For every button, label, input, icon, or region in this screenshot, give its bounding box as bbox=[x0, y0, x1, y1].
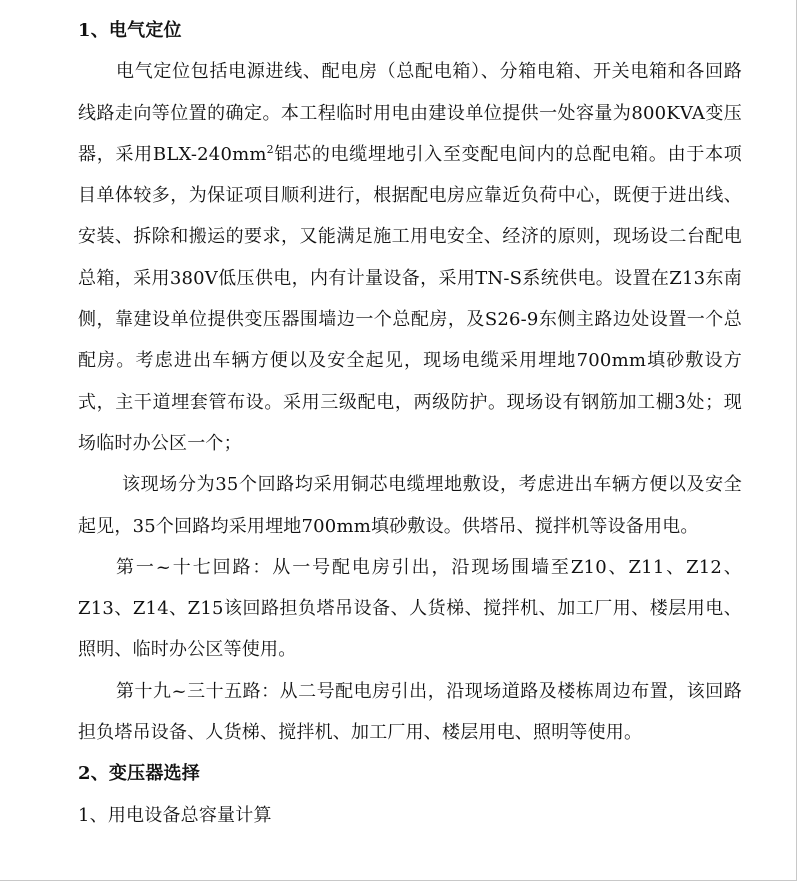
section-heading-transformer-selection: 2、变压器选择 bbox=[78, 763, 200, 785]
paragraph-text-part-2: 铝芯的电缆埋地引入至变配电间内的总配电箱。由于本项目单体较多，为保证项目顺利进行，根据配电房应靠近负荷中心，既便于进出线、安装、拆除和搬运的要求，又能满足施工用电安全、经济的原则，现场设二台配电总箱，采用380V低压供电，内有计量设备，采用TN-S系统供电。设置在Z13东南侧，靠建设单位提供变压器围墙边一个总配房，及S26-9东侧主路边处设置一个总配房。考虑进出车辆方便以及安全起见，现场电缆采用埋地700mm填砂敷设方式，主干道埋套管布设。采用三级配电，两级防护。现场设有钢筋加工棚3处；现场临时办公区一个； bbox=[78, 143, 743, 454]
paragraph-circuit-overview: 该现场分为35个回路均采用铜芯电缆埋地敷设，考虑进出车辆方便以及安全起见，35个回路均采用埋地700mm填砂敷设。供塔吊、搅拌机等设备用电。 bbox=[78, 474, 742, 537]
superscript-squared: 2 bbox=[266, 142, 274, 156]
section-heading-electrical-positioning: 1、电气定位 bbox=[78, 20, 182, 41]
paragraph-text-part-1: 电气定位包括电源进线、配电房（总配电箱）、分箱电箱、开关电箱和各回路线路走向等位置的确定。本工程临时用电由建设单位提供一处容量为800KVA变压器，采用BLX-240mm bbox=[78, 61, 742, 165]
paragraph-circuits-1-17: 第一~十七回路：从一号配电房引出，沿现场围墙至Z10、Z11、Z12、Z13、Z14、Z15该回路担负塔吊设备、人货梯、搅拌机、加工厂用、楼层用电、照明、临时办公区等使用。 bbox=[78, 556, 742, 661]
document-body bbox=[78, 10, 742, 836]
subheading-total-capacity: 1、用电设备总容量计算 bbox=[78, 804, 272, 826]
paragraph-circuits-19-35: 第十九~三十五路：从二号配电房引出，沿现场道路及楼栋周边布置，该回路担负塔吊设备、人货梯、搅拌机、加工厂用、楼层用电、照明等使用。 bbox=[78, 680, 742, 744]
paragraph-power-layout bbox=[78, 51, 742, 464]
